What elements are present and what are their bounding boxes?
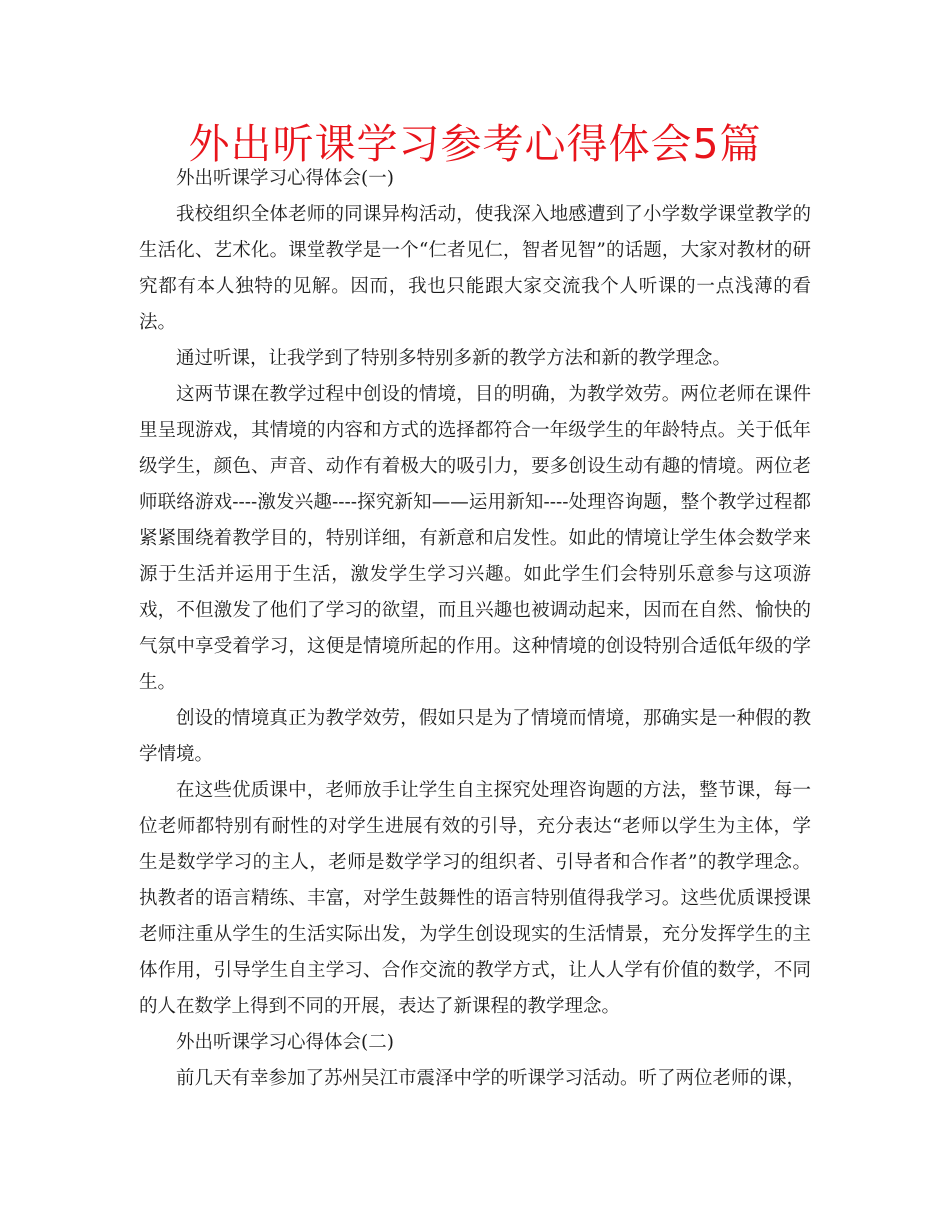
document-body [139, 161, 811, 1097]
section-heading-1: 外出听课学习心得体会(一) [176, 168, 394, 189]
paragraph: 在这些优质课中，老师放手让学生自主探究处理咨询题的方法，整节课，每一位老师都特别有耐性的对学生进展有效的引导，充分表达“老师以学生为主体，学生是数学学习的主人，老师是数学学习的组织者、引导者和合作者”的教学理念。执教者的语言精练、丰富，对学生鼓舞性的语言特别值得我学习。这些优质课授课老师注重从学生的生活实际出发，为学生创设现实的生活情景，充分发挥学生的主体作用，引导学生自主学习、合作交流的教学方式，让人人学有价值的数学，不同的人在数学上得到不同的开展，表达了新课程的教学理念。 [139, 780, 811, 1017]
paragraph: 这两节课在教学过程中创设的情境，目的明确，为教学效劳。两位老师在课件里呈现游戏，其情境的内容和方式的选择都符合一年级学生的年龄特点。关于低年级学生，颜色、声音、动作有着极大的吸引力，要多创设生动有趣的情境。两位老师联络游戏----激发兴趣----探究新知——运用新知----处理咨询题，整个教学过程都紧紧围绕着教学目的，特别详细，有新意和启发性。如此的情境让学生体会数学来源于生活并运用于生活，激发学生学习兴趣。如此学生们会特别乐意参与这项游戏，不但激发了他们了学习的欲望，而且兴趣也被调动起来，因而在自然、愉快的气氛中享受着学习，这便是情境所起的作用。这种情境的创设特别合适低年级的学生。 [139, 384, 811, 693]
paragraph: 我校组织全体老师的同课异构活动，使我深入地感遭到了小学数学课堂教学的生活化、艺术化。课堂教学是一个“仁者见仁，智者见智”的话题，大家对教材的研究都有本人独特的见解。因而，我也只能跟大家交流我个人听课的一点浅薄的看法。 [139, 204, 811, 333]
paragraph: 创设的情境真正为教学效劳，假如只是为了情境而情境，那确实是一种假的教学情境。 [139, 708, 811, 765]
paragraph: 通过听课，让我学到了特别多特别多新的教学方法和新的教学理念。 [176, 348, 732, 369]
paragraph: 前几天有幸参加了苏州吴江市震泽中学的听课学习活动。听了两位老师的课， [176, 1068, 806, 1089]
document-title: 外出听课学习参考心得体会5篇 [188, 120, 762, 168]
section-heading-2: 外出听课学习心得体会(二) [176, 1032, 394, 1053]
